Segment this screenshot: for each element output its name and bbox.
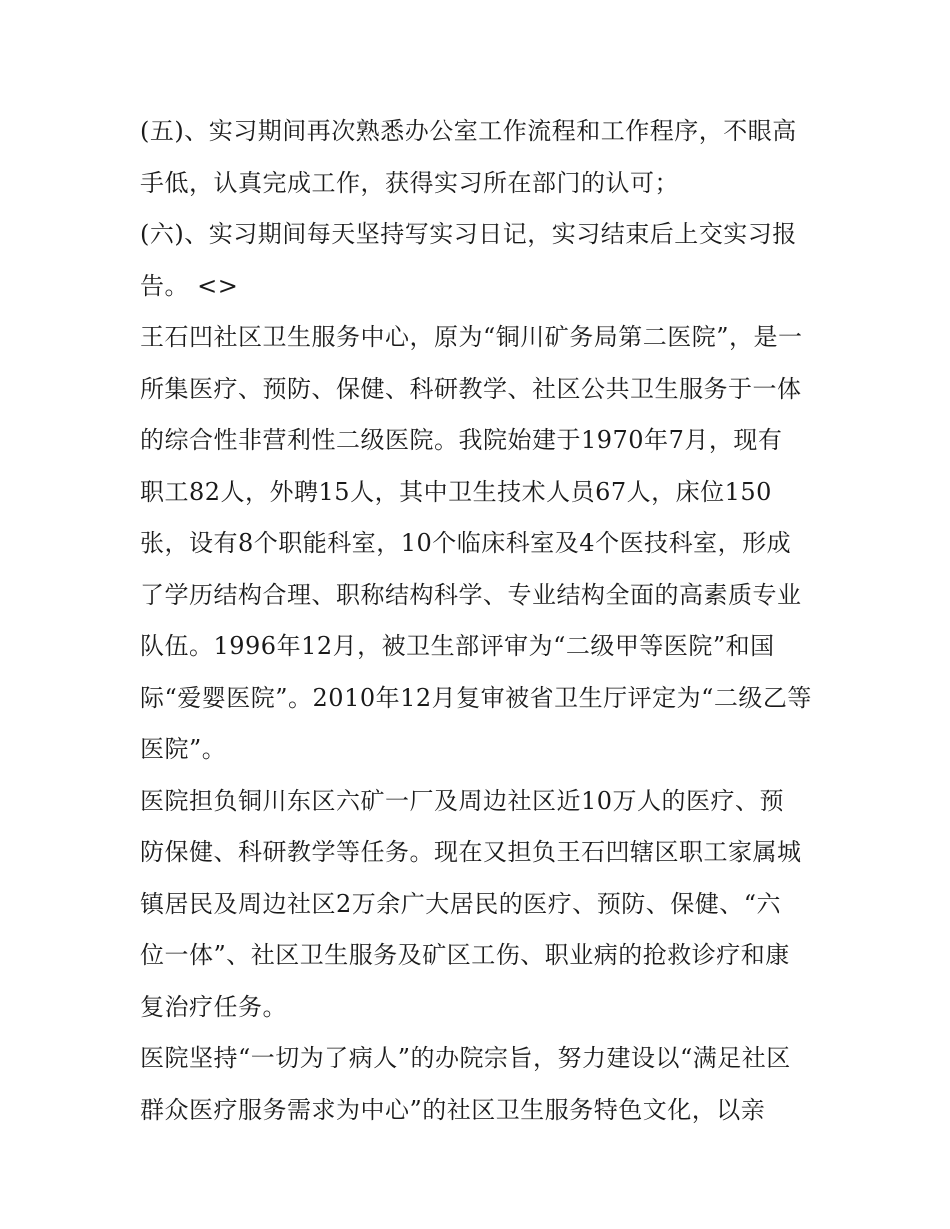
text-line: 职工82人，外聘15人，其中卫生技术人员67人，床位150	[140, 477, 772, 506]
text-line: 王石凹社区卫生服务中心，原为“铜川矿务局第二医院”，是一	[140, 323, 803, 351]
text-line: 复治疗任务。	[140, 992, 287, 1021]
text-line: 防保健、科研教学等任务。现在又担负王石凹辖区职工家属城	[140, 838, 802, 866]
text-line: 医院担负铜川东区六矿一厂及周边社区近10万人的医疗、预	[140, 786, 785, 815]
text-line: (六)、实习期间每天坚持写实习日记，实习结束后上交实习报	[140, 220, 797, 248]
text-line: 告。 <>	[140, 271, 239, 300]
text-line: 队伍。1996年12月，被卫生部评审为“二级甲等医院”和国	[140, 632, 775, 660]
text-line: 手低，认真完成工作，获得实习所在部门的认可；	[140, 168, 679, 197]
document-body	[140, 106, 820, 1136]
text-line: 医院坚持“一切为了病人”的办院宗旨，努力建设以“满足社区	[140, 1044, 791, 1072]
text-line: 张，设有8个职能科室，10个临床科室及4个医技科室，形成	[140, 529, 792, 557]
text-line: 镇居民及周边社区2万余广大居民的医疗、预防、保健、“六	[140, 889, 782, 918]
text-line: 群众医疗服务需求为中心”的社区卫生服务特色文化，以亲	[140, 1095, 766, 1124]
text-line: 位一体”、社区卫生服务及矿区工伤、职业病的抢救诊疗和康	[140, 941, 790, 969]
text-line: 际“爱婴医院”。2010年12月复审被省卫生厅评定为“二级乙等	[140, 683, 812, 712]
text-line: (五)、实习期间再次熟悉办公室工作流程和工作程序，不眼高	[140, 117, 797, 145]
text-line: 所集医疗、预防、保健、科研教学、社区公共卫生服务于一体	[140, 374, 802, 403]
text-line: 医院”。	[140, 735, 227, 763]
text-line: 的综合性非营利性二级医院。我院始建于1970年7月，现有	[140, 426, 783, 454]
text-line: 了学历结构合理、职称结构科学、专业结构全面的高素质专业	[140, 580, 802, 609]
